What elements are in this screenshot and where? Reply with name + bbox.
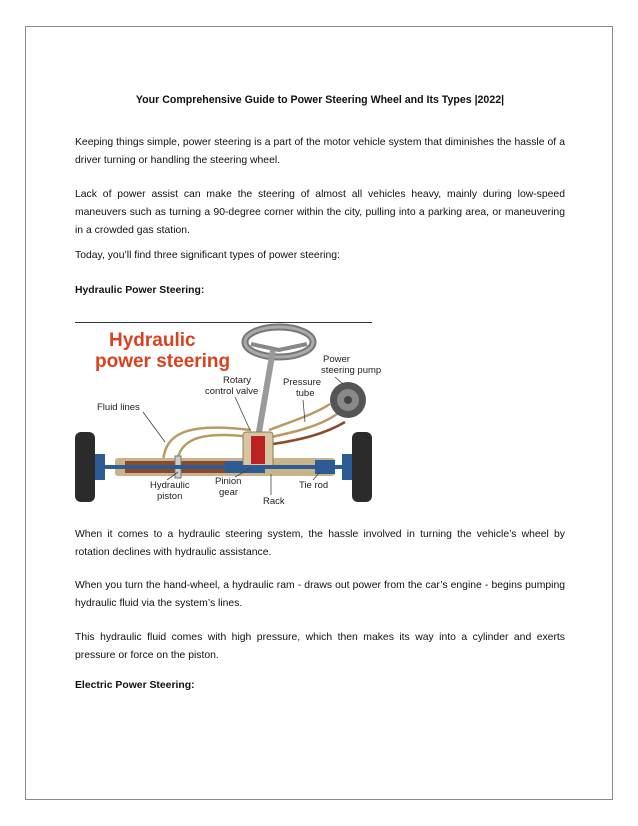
label-fluid-lines: Fluid lines: [97, 402, 140, 413]
label-steering-pump: steering pump: [321, 365, 382, 376]
label-gear: gear: [219, 487, 239, 498]
power-steering-pump: [330, 382, 366, 418]
diagram-title-line2: power steering: [95, 351, 231, 372]
label-pressure: Pressure: [283, 377, 322, 388]
label-tie-rod: Tie rod: [299, 480, 329, 491]
label-control-valve: control valve: [205, 386, 259, 397]
hydraulic-heading: Hydraulic Power Steering:: [75, 285, 205, 296]
hydraulic-paragraph-1: When it comes to a hydraulic steering system, the hassle involved in turning the vehicle’s wheel by rotation declines with hydraulic assistance.: [75, 529, 565, 558]
hydraulic-diagram: [75, 322, 382, 508]
document-title: Your Comprehensive Guide to Power Steering Wheel and Its Types |2022|: [135, 94, 505, 106]
label-power: Power: [323, 354, 350, 365]
lack-paragraph: Lack of power assist can make the steering of almost all vehicles heavy, mainly during low-speed maneuvers such as turning a 90-degree corner within the city, pulling into a parking area, or maneuvering in a crowded gas station.: [75, 189, 565, 236]
types-paragraph: Today, you’ll find three significant types of power steering:: [75, 250, 340, 261]
diagram-title-line1: Hydraulic: [109, 330, 196, 351]
label-rack: Rack: [263, 496, 285, 507]
label-pinion: Pinion: [215, 476, 242, 487]
label-rotary: Rotary: [223, 375, 251, 386]
label-piston: piston: [157, 491, 183, 502]
intro-paragraph: Keeping things simple, power steering is a part of the motor vehicle system that diminishes the hassle of a driver turning or handling the steering wheel.: [75, 137, 565, 166]
label-hydraulic: Hydraulic: [150, 480, 190, 491]
hydraulic-paragraph-2: When you turn the hand-wheel, a hydraulic ram - draws out power from the car’s engine - begins pumping hydraulic fluid via the system’s lines.: [75, 580, 565, 609]
hydraulic-paragraph-3: This hydraulic fluid comes with high pressure, which then makes its way into a cylinder and exerts pressure or force on the piston.: [75, 632, 565, 661]
electric-heading: Electric Power Steering:: [75, 680, 195, 691]
label-tube: tube: [296, 388, 315, 399]
